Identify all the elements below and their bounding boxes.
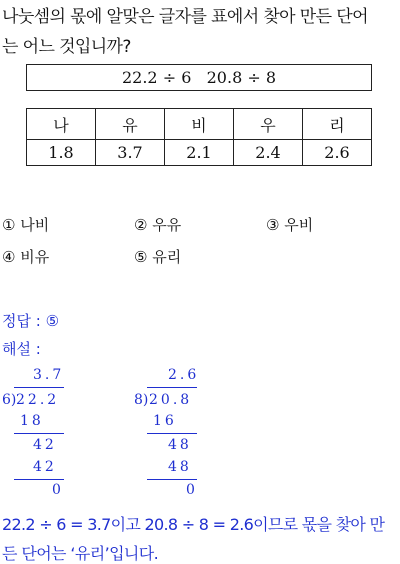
question-line-2: 는 어느 것입니까? xyxy=(2,37,131,57)
letters-row xyxy=(27,109,372,140)
choice-3[interactable]: ③ 우비 xyxy=(266,216,314,234)
table-letter: 우 xyxy=(234,109,303,140)
table-letter: 유 xyxy=(96,109,165,140)
division-1-quotient: 3.7 xyxy=(33,367,65,383)
explanation-line-2: 든 단어는 ‘유리’입니다. xyxy=(2,544,159,563)
division-1-step-3: 42 xyxy=(33,459,57,475)
table-letter: 리 xyxy=(303,109,372,140)
division-2-step-2: 48 xyxy=(168,437,192,453)
expression-box xyxy=(26,64,372,91)
letter-number-table xyxy=(26,108,372,166)
explanation-label: 해설 : xyxy=(2,340,41,358)
table-letter: 비 xyxy=(165,109,234,140)
choice-2[interactable]: ② 우유 xyxy=(134,216,182,234)
choice-5[interactable]: ⑤ 유리 xyxy=(134,248,182,266)
explanation-line-1: 22.2 ÷ 6 = 3.7이고 20.8 ÷ 8 = 2.6이므로 몫을 찾아 만 xyxy=(2,515,385,534)
numbers-row xyxy=(27,140,372,166)
table-number: 2.6 xyxy=(303,140,372,166)
question-line-1: 나눗셈의 몫에 알맞은 글자를 표에서 찾아 만든 단어 xyxy=(2,7,368,27)
division-1-step-1: 18 xyxy=(20,413,44,429)
division-1-divisor: 6) xyxy=(2,392,17,408)
table-number: 3.7 xyxy=(96,140,165,166)
choice-1[interactable]: ① 나비 xyxy=(2,216,50,234)
division-2-quotient: 2.6 xyxy=(168,367,200,383)
division-1-step-2: 42 xyxy=(33,437,57,453)
division-2-step-3: 48 xyxy=(168,459,192,475)
division-1-remainder: 0 xyxy=(52,482,64,498)
table-number: 2.1 xyxy=(165,140,234,166)
answer-label: 정답 : ⑤ xyxy=(2,312,60,330)
expression-text: 22.2 ÷ 6 20.8 ÷ 8 xyxy=(121,68,277,87)
table-letter: 나 xyxy=(27,109,96,140)
table-number: 1.8 xyxy=(27,140,96,166)
division-2-step-1: 16 xyxy=(153,413,177,429)
division-2-dividend: 20.8 xyxy=(149,392,193,408)
division-2-divisor: 8) xyxy=(134,392,149,408)
table-number: 2.4 xyxy=(234,140,303,166)
division-2-remainder: 0 xyxy=(186,482,198,498)
choice-4[interactable]: ④ 비유 xyxy=(2,248,50,266)
division-1-dividend: 22.2 xyxy=(16,392,60,408)
